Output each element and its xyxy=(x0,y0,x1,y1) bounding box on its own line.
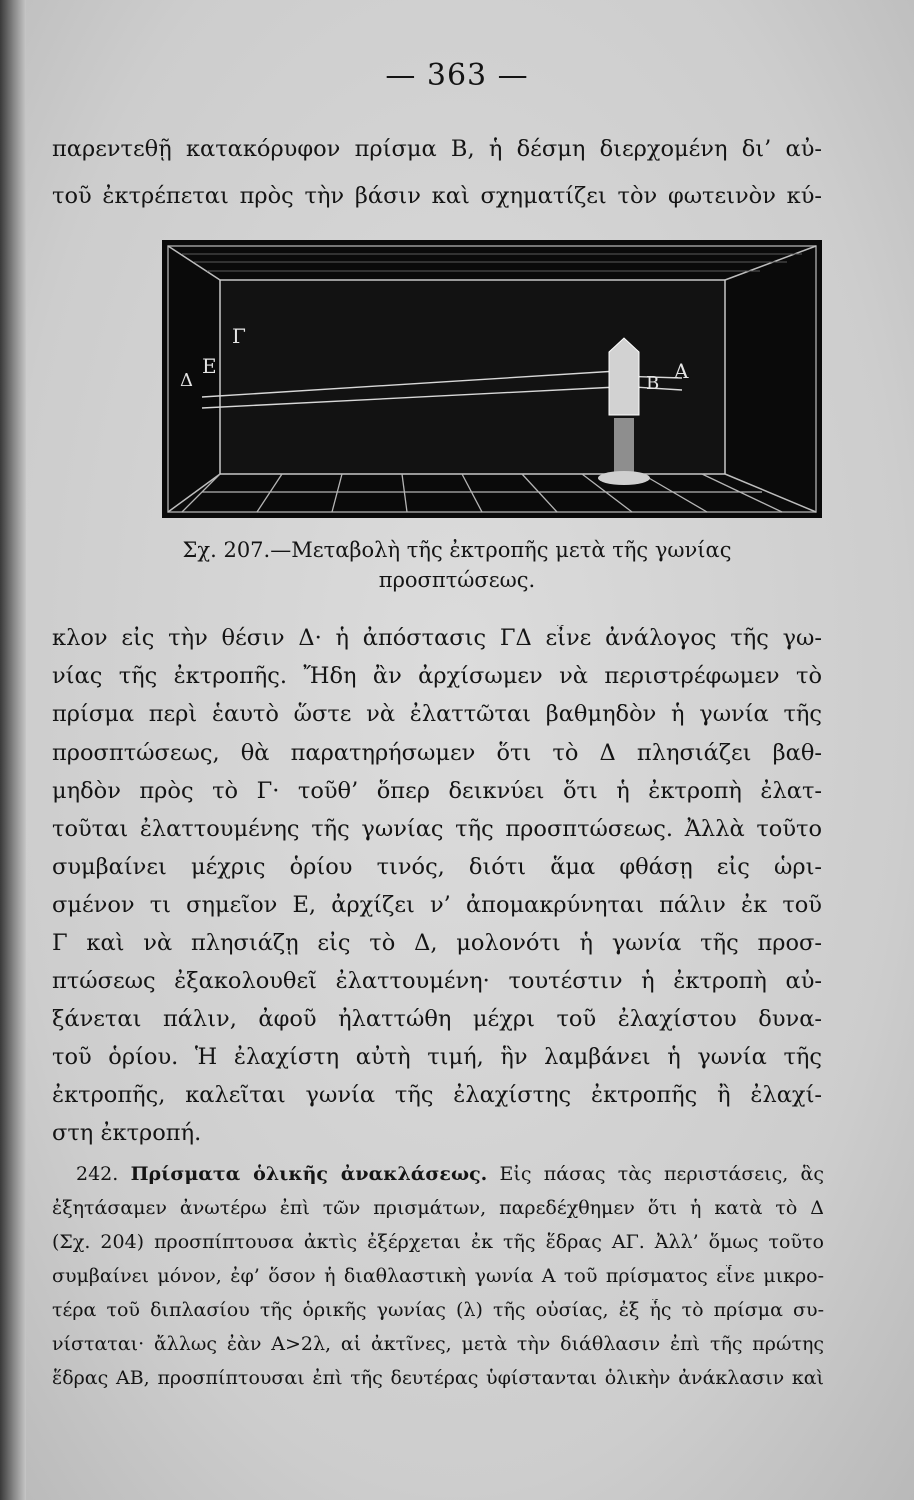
figure-prism-illustration xyxy=(162,240,822,518)
text-line: συμβαίνει μέχρις ὁρίου τινός, διότι ἅμα φθάσῃ εἰς ὡρι- xyxy=(52,854,822,880)
text-line: ξάνεται πάλιν, ἀφοῦ ἠλαττώθη μέχρι τοῦ ἐλαχίστου δυνα- xyxy=(52,1006,822,1032)
text-line: πρίσμα περὶ ἑαυτὸ ὥστε νὰ ἐλαττῶται βαθμηδὸν ἡ γωνία τῆς xyxy=(52,701,822,727)
figure-label-beta: Β xyxy=(646,373,660,394)
text-line: νίας τῆς ἐκτροπῆς. Ἤδη ἂν ἀρχίσωμεν νὰ περιστρέφωμεν τὸ xyxy=(52,663,822,689)
text-line: μηδὸν πρὸς τὸ Γ· τοῦθ’ ὅπερ δεικνύει ὅτι ἡ ἐκτροπὴ ἐλατ- xyxy=(52,778,822,804)
section-heading-line xyxy=(76,1163,824,1185)
figure-label-gamma: Γ xyxy=(232,324,246,348)
text-line: (Σχ. 204) προσπίπτουσα ἀκτὶς ἐξέρχεται ἐκ τῆς ἕδρας ΑΓ. Ἀλλ’ ὅμως τοῦτο xyxy=(52,1231,824,1253)
figure-caption-line1: Σχ. 207.—Μεταβολὴ τῆς ἐκτροπῆς μετὰ τῆς γωνίας xyxy=(182,538,732,562)
text-line: πτώσεως ἐξακολουθεῖ ἐλαττουμένη· τουτέστιν ἡ ἐκτροπὴ αὐ- xyxy=(52,968,822,994)
text-line: νίσταται· ἄλλως ἐὰν Α>2λ, αἱ ἀκτῖνες, μετὰ τὴν διάθλασιν ἐπὶ τῆς πρώτης xyxy=(52,1333,824,1355)
text-line: προσπτώσεως, θὰ παρατηρήσωμεν ὅτι τὸ Δ πλησιάζει βαθ- xyxy=(52,740,822,766)
figure-label-alpha: Α xyxy=(674,359,689,383)
text-line: στη ἐκτροπή. xyxy=(52,1120,202,1146)
page-edge-shadow xyxy=(0,0,26,1500)
text-line: ἕδρας ΑΒ, προσπίπτουσαι ἐπὶ τῆς δευτέρας ὑφίστανται ὁλικὴν ἀνάκλασιν καὶ xyxy=(52,1367,824,1389)
text-line: Γ καὶ νὰ πλησιάζῃ εἰς τὸ Δ, μολονότι ἡ γωνία τῆς προσ- xyxy=(52,930,822,956)
text-line: παρεντεθῇ κατακόρυφον πρίσμα Β, ἡ δέσμη διερχομένη δι’ αὐ- xyxy=(52,136,822,162)
text-line: τέρα τοῦ διπλασίου τῆς ὁρικῆς γωνίας (λ) τῆς οὐσίας, ἐξ ἧς τὸ πρίσμα συ- xyxy=(52,1299,824,1321)
page-number: — 363 — xyxy=(385,58,529,93)
text-line: ἐκτροπῆς, καλεῖται γωνία τῆς ἐλαχίστης ἐκτροπῆς ἢ ἐλαχί- xyxy=(52,1082,822,1108)
text-line: κλον εἰς τὴν θέσιν Δ· ἡ ἀπόστασις ΓΔ εἶνε ἀνάλογος τῆς γω- xyxy=(52,625,822,651)
section-number: 242. xyxy=(76,1163,119,1185)
figure-caption-line2: προσπτώσεως. xyxy=(378,568,536,592)
text-line: τοῦ ὁρίου. Ἡ ἐλαχίστη αὐτὴ τιμή, ἣν λαμβάνει ἡ γωνία τῆς xyxy=(52,1044,822,1070)
text-line: σμένον τι σημεῖον Ε, ἀρχίζει ν’ ἀπομακρύνηται πάλιν ἐκ τοῦ xyxy=(52,892,822,918)
section-first-line: Εἰς πάσας τὰς περιστάσεις, ἃς xyxy=(499,1163,824,1185)
figure-label-epsilon: Ε xyxy=(202,354,217,378)
text-line: τοῦ ἐκτρέπεται πρὸς τὴν βάσιν καὶ σχηματίζει τὸν φωτεινὸν κύ- xyxy=(52,183,822,209)
text-line: τοῦται ἐλαττουμένης τῆς γωνίας τῆς προσπτώσεως. Ἀλλὰ τοῦτο xyxy=(52,816,822,842)
text-line: ἐξητάσαμεν ἀνωτέρω ἐπὶ τῶν πρισμάτων, παρεδέχθημεν ὅτι ἡ κατὰ τὸ Δ xyxy=(52,1197,824,1219)
figure-label-delta: Δ xyxy=(180,370,193,391)
text-line: συμβαίνει μόνον, ἐφ’ ὅσον ἡ διαθλαστικὴ γωνία Α τοῦ πρίσματος εἶνε μικρο- xyxy=(52,1265,824,1287)
section-heading: Πρίσματα ὁλικῆς ἀνακλάσεως. xyxy=(130,1163,488,1185)
figure-drawing xyxy=(162,240,822,518)
